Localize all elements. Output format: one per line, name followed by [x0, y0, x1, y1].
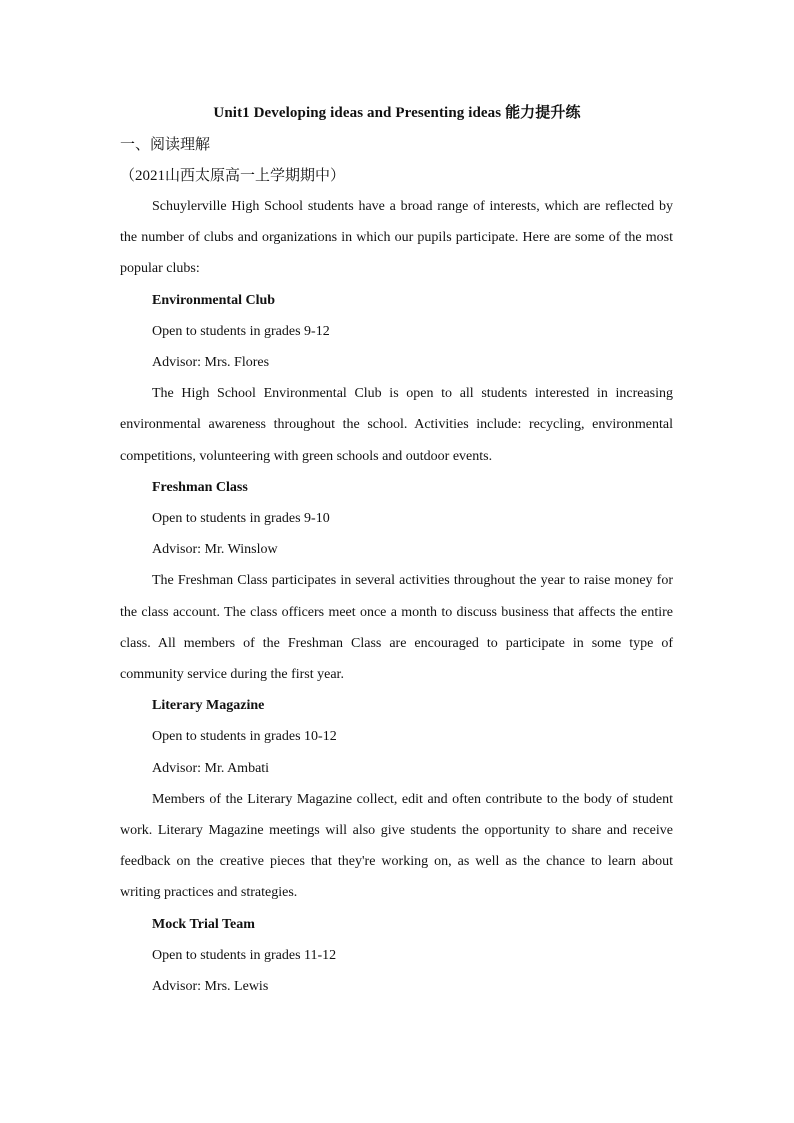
- club-heading: Freshman Class: [152, 479, 248, 495]
- club-grades: Open to students in grades 11-12: [152, 947, 337, 963]
- club-advisor: Advisor: Mr. Winslow: [152, 542, 278, 558]
- club-grades: Open to students in grades 9-12: [152, 323, 330, 339]
- club-advisor: Advisor: Mrs. Lewis: [152, 979, 269, 995]
- club-heading: Mock Trial Team: [152, 916, 255, 932]
- passage-body: [120, 191, 673, 1002]
- club-description: The Freshman Class participates in several activities throughout the year to raise money for the class account. The class officers meet once a month to discuss business that affects the entire class. All members of the Freshman Class are encouraged to participate in some type of community service during the first year.: [120, 573, 673, 683]
- club-grades: Open to students in grades 10-12: [152, 729, 337, 745]
- club-description: Members of the Literary Magazine collect, edit and often contribute to the body of student work. Literary Magazine meetings will also give students the opportunity to share and receive feedback on the creative pieces that they're working on, as well as the chance to learn about writing practices and strategies.: [120, 791, 673, 901]
- club-heading: Literary Magazine: [152, 698, 265, 714]
- club-description: The High School Environmental Club is open to all students interested in increasing environmental awareness throughout the school. Activities include: recycling, environmental competitions, volunteering with green schools and outdoor events.: [120, 386, 673, 464]
- club-advisor: Advisor: Mr. Ambati: [152, 760, 270, 776]
- intro-paragraph: Schuylerville High School students have a broad range of interests, which are reflected by the number of clubs and organizations in which our pupils participate. Here are some of the most popular clubs:: [120, 199, 673, 277]
- club-advisor: Advisor: Mrs. Flores: [152, 355, 270, 371]
- document-title: Unit1 Developing ideas and Presenting ideas 能力提升练: [213, 105, 581, 121]
- club-grades: Open to students in grades 9-10: [152, 511, 330, 527]
- club-heading: Environmental Club: [152, 292, 276, 308]
- source-note: （2021山西太原高一上学期期中）: [120, 168, 346, 184]
- section-heading: 一、阅读理解: [120, 137, 211, 153]
